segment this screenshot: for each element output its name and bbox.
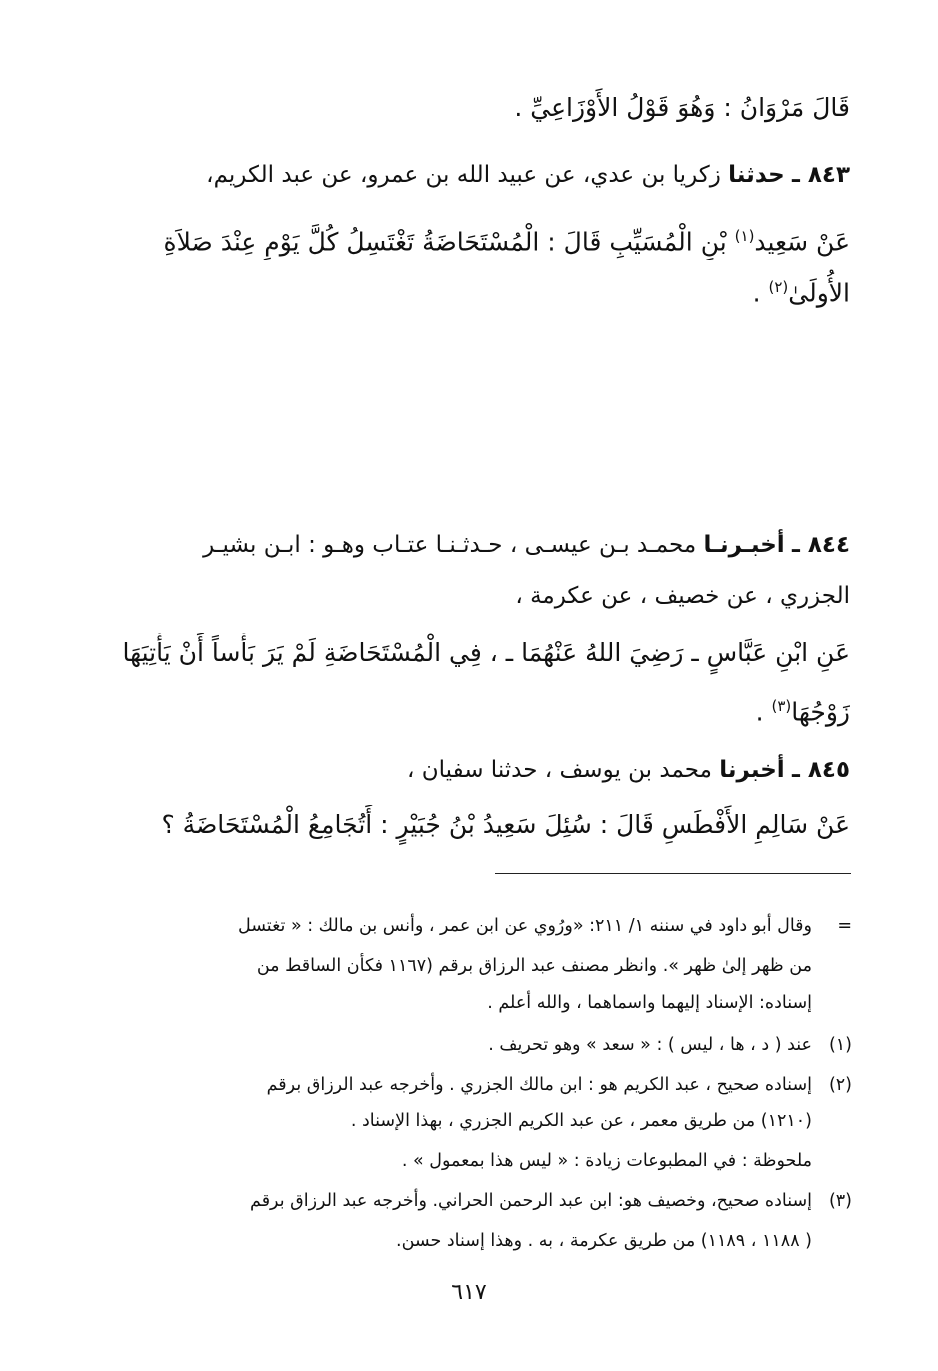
isnad-text: زكريا بن عدي، عن عبيد الله بن عمرو، عن عبد الكريم، [206,162,721,188]
footnote-3-line-1: إسناده صحيح، وخصيف هو: ابن عبد الرحمن الحراني. وأخرجه عبد الرزاق برقم [250,1191,812,1211]
hadith-lead-word: حدثنا [728,162,785,188]
footnote-2-line-1: إسناده صحيح ، عبد الكريم هو : ابن مالك الجزري . وأخرجه عبد الرزاق برقم [266,1075,812,1095]
footnote-separator-rule [495,873,851,874]
page-number: ٦١٧ [451,1280,487,1305]
chapter-heading-line-2 [60,446,878,500]
footnote-1-marker: (١) [828,1035,852,1055]
isnad-text: الجزري ، عن خصيف ، عن عكرمة ، [515,583,850,609]
body-line-marwan-quote [80,88,850,132]
matn-text: عَنْ سَعِيد [754,227,850,257]
hadith-845-matn-line [80,805,850,849]
hadith-843-isnad-line [80,155,850,199]
footnote-continued-line-1: وقال أبو داود في سننه ١/ ٢١١: «ورُوي عن ابن عمر ، وأنس بن مالك : « تغتسل [237,916,812,936]
chapter-heading-line-1 [60,388,878,442]
isnad-text: محمـد بـن عيسـى ، حـدثـنـا عتـاب وهـو : ابـن بشيـر [203,532,697,558]
matn-text: . [755,697,764,727]
hadith-843-matn-line-2 [80,267,850,311]
hadith-number: ٨٤٥ ـ [792,757,850,783]
footnote-2-line-2: (١٢١٠) من طريق معمر ، عن عبد الكريم الجزري ، بهذا الإسناد . [350,1111,812,1131]
hadith-number: ٨٤٤ ـ [792,532,850,558]
hadith-lead-word: أخبرنا [719,757,785,783]
hadith-845-isnad-line [80,750,850,794]
hadith-843-matn-line-1 [80,216,850,260]
footnote-3-line-2: ( ١١٨٨ ، ١١٨٩) من طريق عكرمة ، به . وهذا إسناد حسن. [396,1231,812,1251]
matn-text: بْنِ الْمُسَيِّبِ قَالَ : الْمُسْتَحَاضَةُ تَغْتَسِلُ كُلَّ يَوْمٍ عِنْدَ صَلاَةِ [163,227,727,257]
matn-text: قَالَ مَرْوَانُ : وَهُوَ قَوْلُ الأَوْزَاعِيِّ . [514,93,850,122]
hadith-number: ٨٤٣ ـ [792,162,850,188]
matn-text: عَنِ ابْنِ عَبَّاسٍ ـ رَضِيَ اللهُ عَنْهُمَا ـ ، فِي الْمُسْتَحَاضَةِ لَمْ يَرَ بَأْساً أَنْ يَأْتِيَهَا [122,638,850,667]
hadith-844-matn-line-2 [80,686,850,730]
footnote-ref: (١) [734,227,755,245]
matn-text: الأُولَىٰ [788,278,850,308]
footnote-continued-marker: = [837,916,852,936]
footnote-continued-line-2: من ظهر إلىٰ ظهر ». وانظر مصنف عبد الرزاق برقم (١١٦٧ فكأن الساقط من [256,956,812,976]
footnote-2-line-3: ملحوظة : في المطبوعات زيادة : « ليس هذا بمعمول » . [401,1151,812,1171]
footnote-continued-line-3: إسناده: الإسناد إليهما واسماهما ، والله أعلم . [487,993,812,1013]
footnote-1-line-1: عند ( د ، ها ، ليس ) : « سعد » وهو تحريف . [488,1035,812,1055]
matn-text: عَنْ سَالِمِ الأَفْطَسِ قَالَ : سُئِلَ سَعِيدُ بْنُ جُبَيْرٍ : أَتُجَامِعُ الْمُسْتَحَاضَةُ ؟ [161,810,850,839]
hadith-844-isnad-line-2 [80,576,850,620]
footnote-2-marker: (٢) [828,1075,852,1095]
hadith-lead-word: أخبـرنـا [703,532,785,558]
footnote-ref: (٣) [771,697,792,715]
isnad-text: محمد بن يوسف ، حدثنا سفيان ، [407,757,712,783]
hadith-844-matn-line-1 [80,633,850,677]
matn-text: زَوْجُهَا [791,697,850,727]
footnote-ref: (٢) [768,278,789,296]
hadith-844-isnad-line-1 [80,525,850,569]
footnote-3-marker: (٣) [828,1191,852,1211]
matn-text: . [752,278,761,308]
